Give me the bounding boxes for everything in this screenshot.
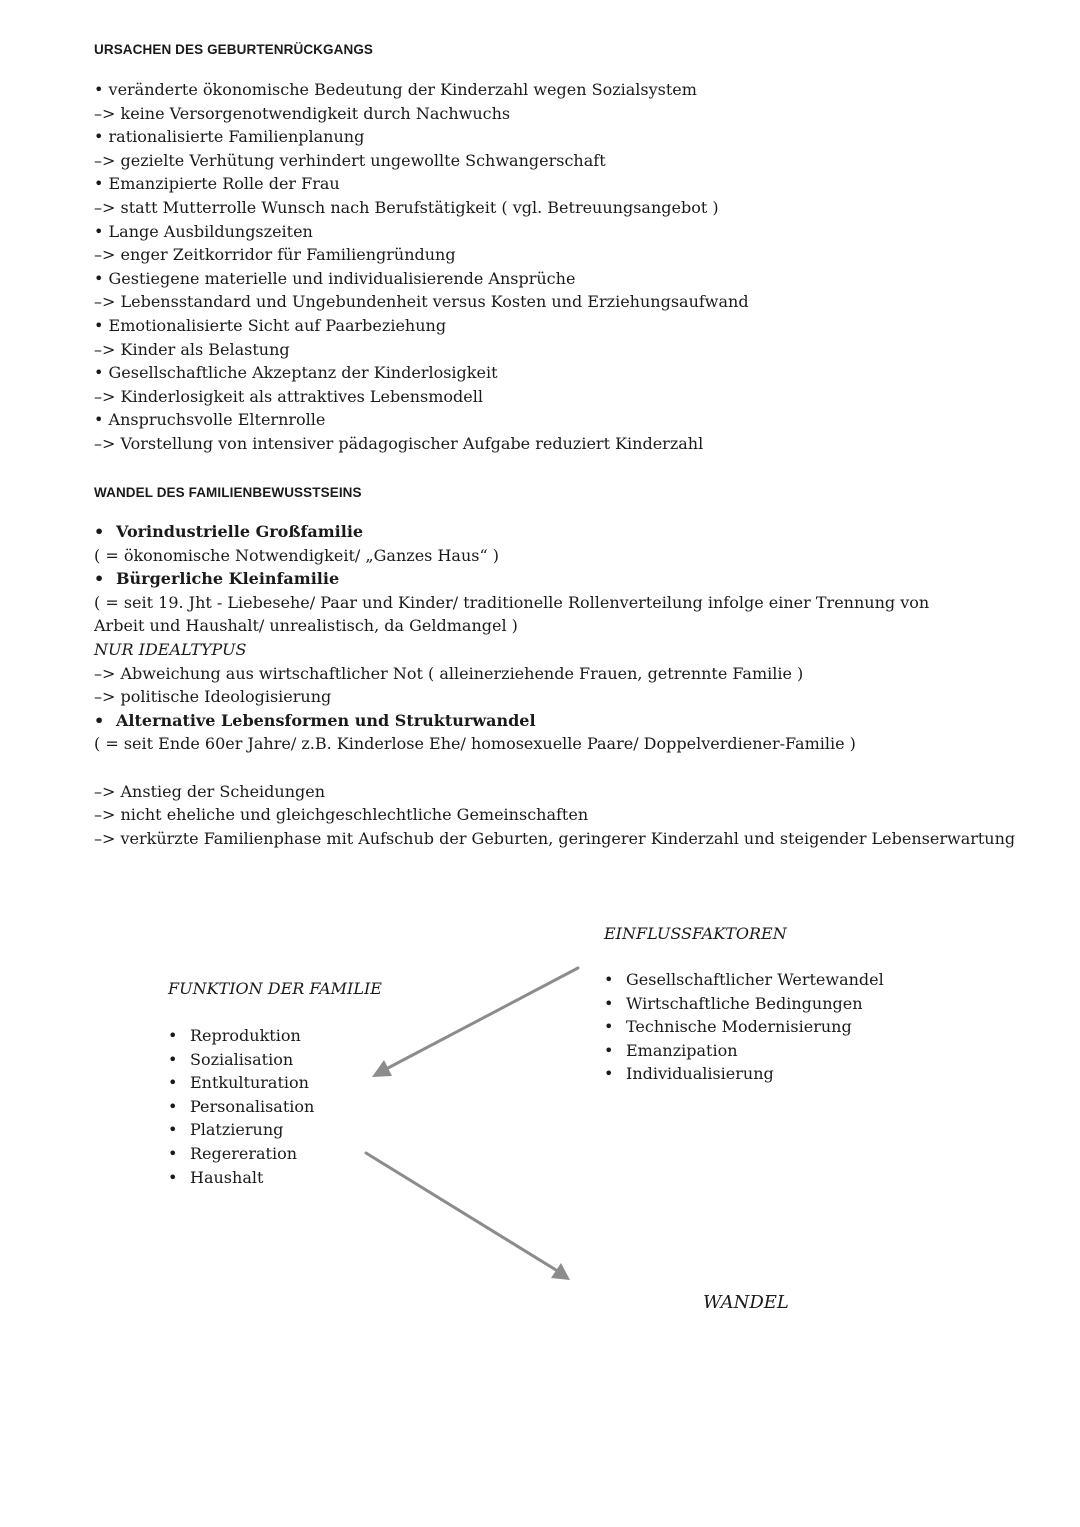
list-item: –> nicht eheliche und gleichgeschlechtliche Gemeinschaften — [94, 805, 589, 825]
bullet-icon: • — [168, 1096, 178, 1116]
list-item: –> Anstieg der Scheidungen — [94, 781, 326, 801]
list-item: –> statt Mutterrolle Wunsch nach Berufstätigkeit ( vgl. Betreuungsangebot ) — [94, 197, 719, 217]
bullet-icon: • — [604, 1017, 614, 1037]
item-label: Platzierung — [190, 1120, 284, 1140]
ideal-label: NUR IDEALTYPUS — [94, 639, 247, 659]
item-label: Haushalt — [190, 1167, 264, 1187]
section2-title: WANDEL DES FAMILIENBEWUSSTSEINS — [94, 485, 362, 500]
item-heading: Alternative Lebensformen und Strukturwandel — [116, 710, 536, 730]
bullet-icon: • — [168, 1143, 178, 1163]
bullet-icon: • — [94, 710, 105, 730]
bullet-icon: • — [168, 1073, 178, 1093]
bullet-icon: • — [168, 1049, 178, 1069]
item-label: Sozialisation — [190, 1049, 294, 1069]
item-label: Emanzipation — [626, 1040, 738, 1060]
item-label: Gesellschaftlicher Wertewandel — [626, 970, 884, 989]
item-label: Technische Modernisierung — [626, 1017, 852, 1037]
bullet-icon: • — [604, 970, 614, 989]
bullet-icon: • — [168, 1120, 178, 1140]
list-item: –> gezielte Verhütung verhindert ungewollte Schwangerschaft — [94, 150, 606, 170]
item-heading: Bürgerliche Kleinfamilie — [116, 569, 340, 589]
section1-title: URSACHEN DES GEBURTENRÜCKGANGS — [94, 42, 374, 57]
wandel-label: WANDEL — [703, 1292, 789, 1313]
item-label: Personalisation — [190, 1096, 315, 1116]
item-label: Individualisierung — [626, 1064, 774, 1084]
bullet-icon: • — [168, 1167, 178, 1187]
list-item: • Gestiegene materielle und individualisierende Ansprüche — [94, 268, 576, 288]
arrow-einfluss-to-funktion — [372, 968, 578, 1077]
list-item: • Lange Ausbildungszeiten — [94, 221, 313, 241]
list-item: –> verkürzte Familienphase mit Aufschub der Geburten, geringerer Kinderzahl und steigender Lebenserwartung — [94, 828, 1016, 848]
list-item: • veränderte ökonomische Bedeutung der Kinderzahl wegen Sozialsystem — [94, 80, 697, 99]
bullet-icon: • — [604, 1064, 614, 1084]
list-item: –> politische Ideologisierung — [94, 687, 332, 707]
bullet-icon: • — [94, 569, 105, 589]
item-heading: Vorindustrielle Großfamilie — [116, 522, 364, 541]
bullet-icon: • — [604, 1040, 614, 1060]
bullet-icon: • — [604, 993, 614, 1013]
list-item: • Anspruchsvolle Elternrolle — [94, 410, 326, 430]
list-item: • Gesellschaftliche Akzeptanz der Kinderlosigkeit — [94, 363, 498, 383]
list-item: • rationalisierte Familienplanung — [94, 127, 365, 147]
list-item: –> Abweichung aus wirtschaftlicher Not ( alleinerziehende Frauen, getrennte Familie ) — [94, 663, 804, 683]
list-item: –> Kinder als Belastung — [94, 339, 290, 359]
funktion-title: FUNKTION DER FAMILIE — [168, 979, 382, 998]
list-item: –> keine Versorgenotwendigkeit durch Nachwuchs — [94, 103, 511, 123]
item-label: Regereration — [190, 1143, 298, 1163]
list-item: • Emanzipierte Rolle der Frau — [94, 174, 340, 194]
item-note: ( = seit Ende 60er Jahre/ z.B. Kinderlose Ehe/ homosexuelle Paare/ Doppelverdiener-Familie ) — [94, 734, 856, 754]
bullet-icon: • — [168, 1026, 178, 1045]
item-note: ( = seit 19. Jht - Liebesehe/ Paar und Kinder/ traditionelle Rollenverteilung infolge einer Trennung von Arbeit und Haushalt/ unrealistisch, da Geldmangel ) — [94, 592, 930, 636]
einfluss-title: EINFLUSSFAKTOREN — [604, 924, 787, 943]
list-item: –> Kinderlosigkeit als attraktives Lebensmodell — [94, 386, 483, 406]
list-item: –> Lebensstandard und Ungebundenheit versus Kosten und Erziehungsaufwand — [94, 292, 749, 312]
item-label: Entkulturation — [190, 1073, 309, 1093]
arrow-funktion-to-wandel — [366, 1153, 570, 1280]
list-item: –> enger Zeitkorridor für Familiengründung — [94, 245, 456, 265]
list-item: –> Vorstellung von intensiver pädagogischer Aufgabe reduziert Kinderzahl — [94, 433, 704, 453]
list-item: • Emotionalisierte Sicht auf Paarbeziehung — [94, 315, 447, 335]
item-label: Wirtschaftliche Bedingungen — [626, 993, 863, 1013]
item-label: Reproduktion — [190, 1026, 301, 1045]
item-note: ( = ökonomische Notwendigkeit/ „Ganzes Haus“ ) — [94, 545, 499, 565]
bullet-icon: • — [94, 522, 105, 541]
